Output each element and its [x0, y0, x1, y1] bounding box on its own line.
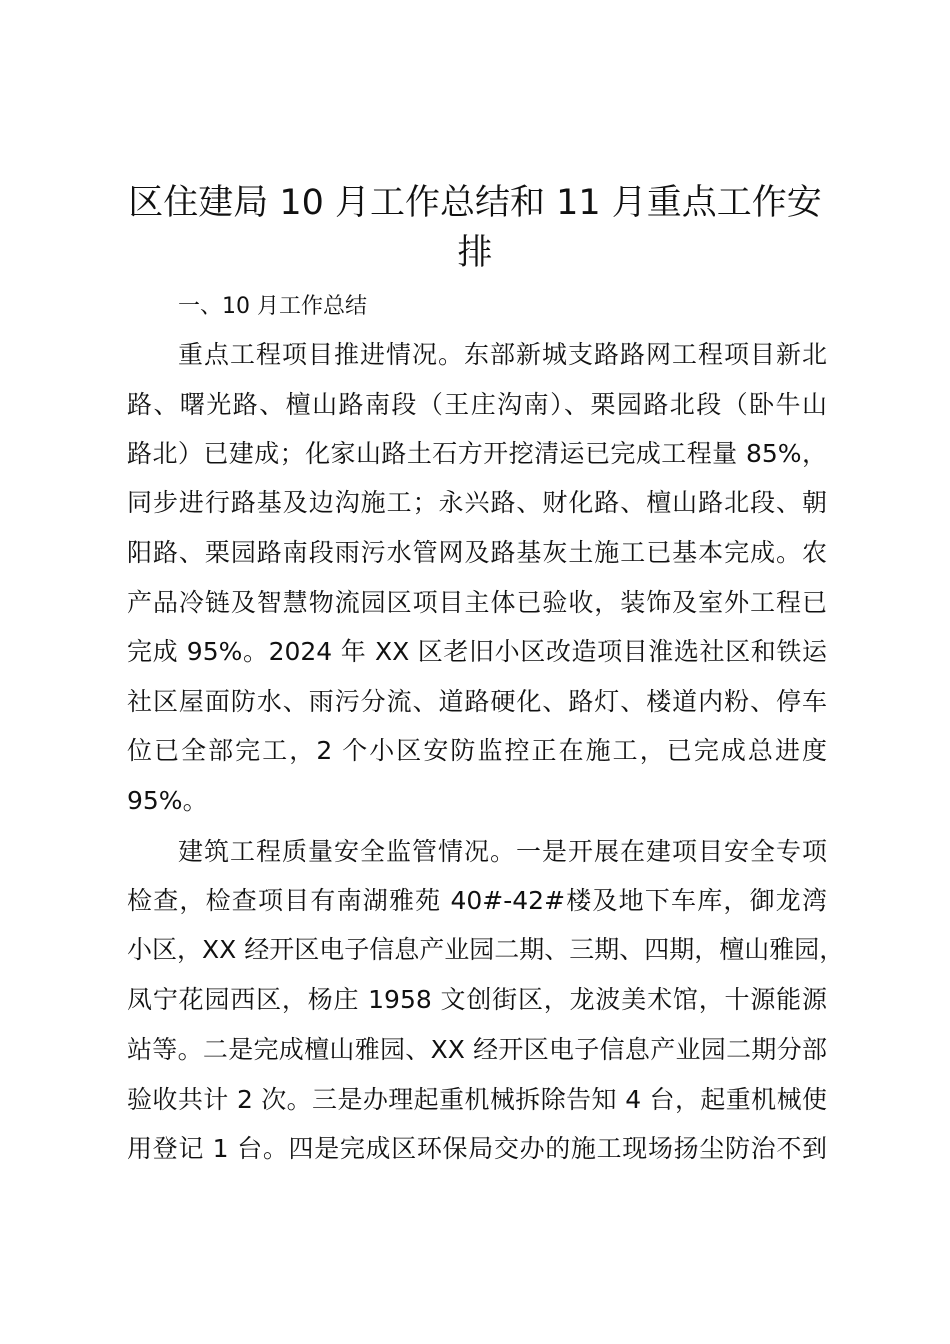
paragraph-line: 用登记 1 台。四是完成区环保局交办的施工现场扬尘防治不到: [127, 1134, 827, 1163]
paragraph-line: 站等。二是完成檀山雅园、XX 经开区电子信息产业园二期分部: [127, 1035, 827, 1064]
document-title: [120, 178, 830, 278]
paragraph-line: 完成 95%。2024 年 XX 区老旧小区改造项目淮选社区和铁运: [127, 637, 827, 666]
paragraph-line: 95%。: [127, 786, 208, 815]
title-line: 排: [457, 233, 493, 273]
paragraph-line: 产品冷链及智慧物流园区项目主体已验收，装饰及室外工程已: [127, 588, 827, 617]
paragraph-line: 路北）已建成；化家山路土石方开挖清运已完成工程量 85%，: [127, 439, 827, 468]
paragraph-line: 同步进行路基及边沟施工；永兴路、财化路、檀山路北段、朝: [127, 488, 827, 517]
paragraph-line: 凤宁花园西区，杨庄 1958 文创街区，龙波美术馆，十源能源: [127, 985, 827, 1014]
paragraph-line: 建筑工程质量安全监管情况。一是开展在建项目安全专项: [178, 837, 827, 866]
paragraph-line: 重点工程项目推进情况。东部新城支路路网工程项目新北: [178, 340, 827, 369]
paragraph-line: 检查，检查项目有南湖雅苑 40#-42#楼及地下车库，御龙湾: [127, 886, 827, 915]
title-line: 区住建局 10 月工作总结和 11 月重点工作安: [128, 183, 822, 223]
paragraph-line: 路、曙光路、檀山路南段（王庄沟南）、栗园路北段（卧牛山: [127, 390, 827, 419]
paragraph-line: 阳路、栗园路南段雨污水管网及路基灰土施工已基本完成。农: [127, 538, 827, 567]
paragraph-line: 社区屋面防水、雨污分流、道路硬化、路灯、楼道内粉、停车: [127, 687, 827, 716]
paragraph-line: 小区，XX 经开区电子信息产业园二期、三期、四期，檀山雅园，: [127, 935, 845, 964]
section-heading: 一、10 月工作总结: [178, 294, 367, 319]
paragraph-line: 位已全部完工，2 个小区安防监控正在施工，已完成总进度: [127, 736, 827, 765]
paragraph-line: 验收共计 2 次。三是办理起重机械拆除告知 4 台，起重机械使: [127, 1085, 827, 1114]
